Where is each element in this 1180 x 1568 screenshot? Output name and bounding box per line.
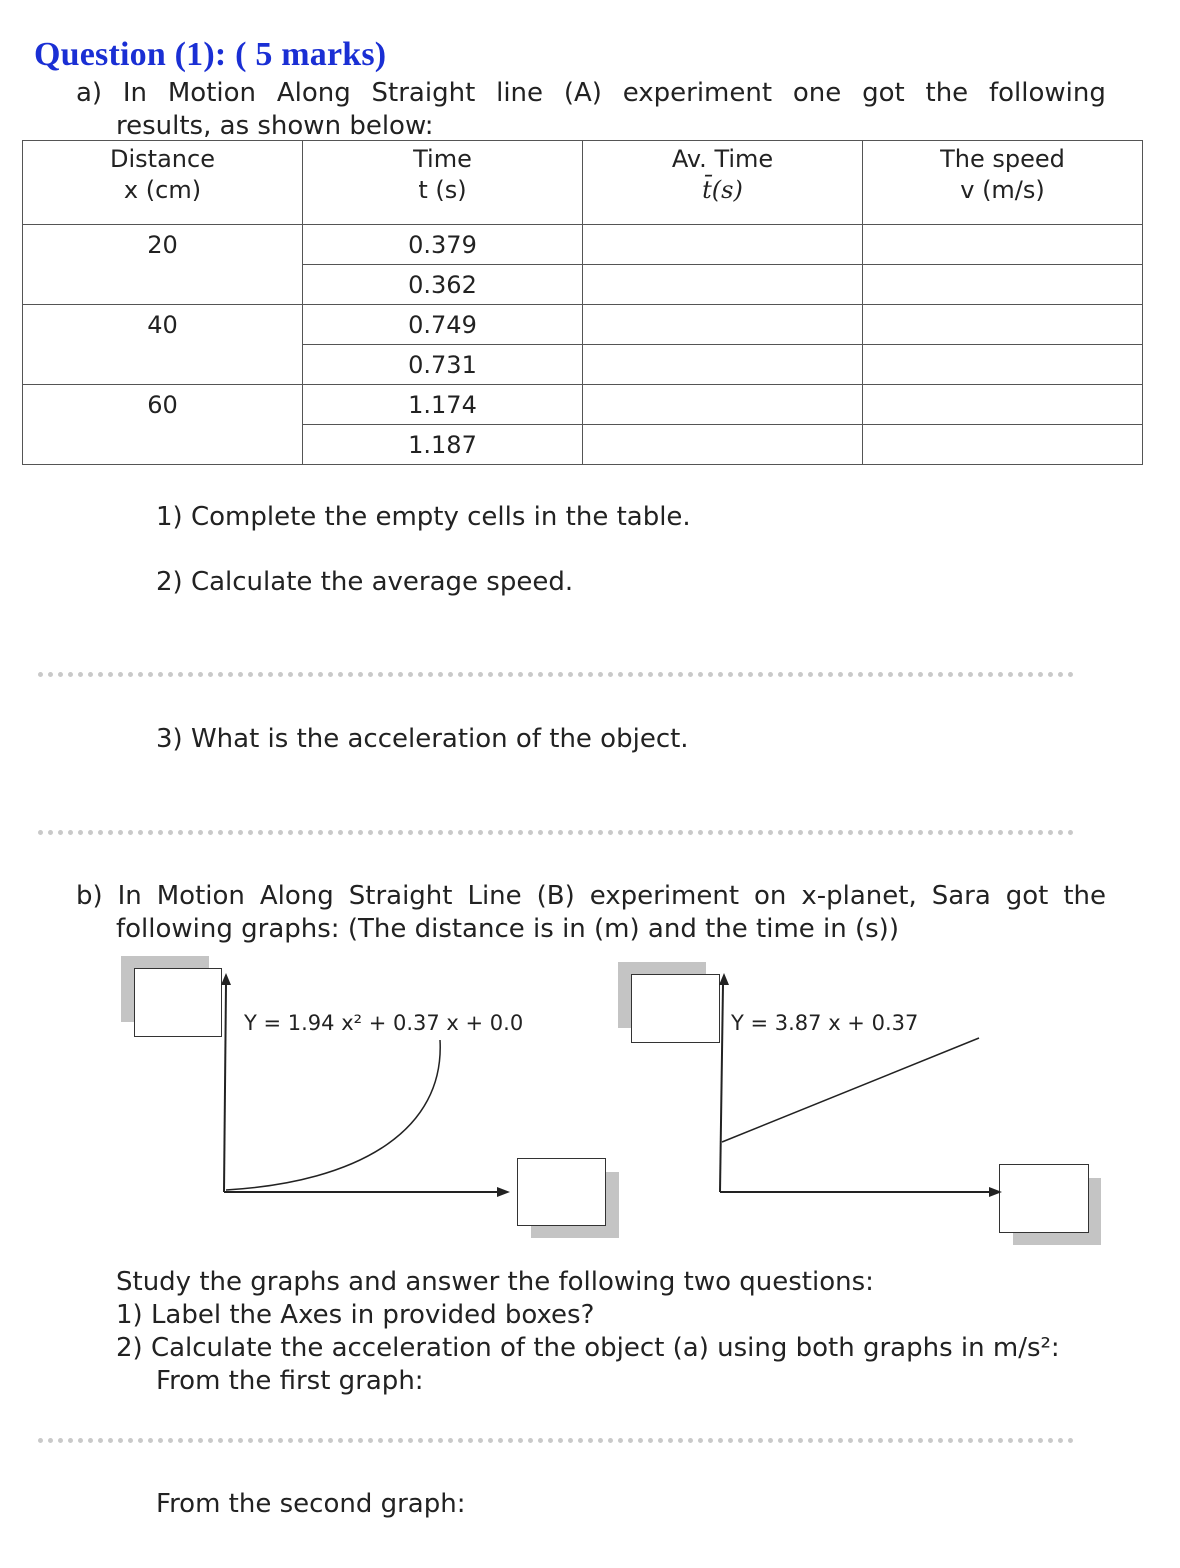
results-table (22, 140, 1143, 465)
time-cell: 0.362 (303, 265, 583, 305)
study-instruction: Study the graphs and answer the following two questions: (116, 1267, 874, 1297)
intro-word: experiment (622, 78, 773, 108)
header-av-time: Av. Time t̄(s) (583, 141, 863, 225)
header-distance: Distance x (cm) (23, 141, 303, 225)
table-row (23, 425, 1143, 465)
graph1-y-arrow-icon (221, 973, 231, 985)
intro-word: (B) (536, 881, 575, 911)
table-row (23, 385, 1143, 425)
intro-word: Line (467, 881, 522, 911)
av-time-cell[interactable] (583, 225, 863, 265)
distance-cell-empty (23, 425, 303, 465)
part-b-intro (76, 880, 1106, 946)
graph2-x-arrow-icon (989, 1187, 1002, 1197)
intro-word: In (122, 78, 148, 108)
intro-word: b) (76, 881, 103, 911)
intro-word: following (988, 78, 1106, 108)
distance-cell: 40 (23, 305, 303, 345)
intro-word: the (925, 78, 969, 108)
intro-word: one (792, 78, 842, 108)
speed-cell[interactable] (863, 425, 1143, 465)
graph1-x-arrow-icon (497, 1187, 510, 1197)
graph2-y-arrow-icon (719, 973, 729, 985)
part-a-intro-line2: results, as shown below: (116, 111, 434, 141)
from-first-graph-label: From the first graph: (156, 1366, 424, 1396)
distance-cell-empty (23, 345, 303, 385)
intro-word: Motion (156, 881, 245, 911)
table-header-row (23, 141, 1143, 225)
part-b-intro-line2: following graphs: (The distance is in (m) and the time in (s)) (116, 914, 899, 944)
graph2-x-axis-label-box[interactable] (999, 1164, 1089, 1233)
intro-word: Along (276, 78, 351, 108)
intro-word: line (496, 78, 544, 108)
graph1-curve (226, 1040, 440, 1190)
av-time-cell[interactable] (583, 305, 863, 345)
av-time-cell[interactable] (583, 425, 863, 465)
answer-dotted-line[interactable] (38, 672, 1074, 677)
table-row (23, 345, 1143, 385)
answer-dotted-line[interactable] (38, 830, 1074, 835)
intro-word: In (117, 881, 142, 911)
graph1-x-axis-label-box[interactable] (517, 1158, 606, 1226)
distance-cell: 20 (23, 225, 303, 265)
distance-cell: 60 (23, 385, 303, 425)
graph2-plot (706, 970, 1006, 1210)
intro-word: on (754, 881, 787, 911)
intro-word: got (862, 78, 905, 108)
graph1-y-axis (224, 984, 226, 1192)
table-row (23, 305, 1143, 345)
intro-word: Along (259, 881, 334, 911)
graph1-equation: Y = 1.94 x² + 0.37 x + 0.0 (244, 1011, 524, 1035)
graph2-y-axis (720, 984, 723, 1192)
graph2-equation: Y = 3.87 x + 0.37 (731, 1011, 919, 1035)
speed-cell[interactable] (863, 305, 1143, 345)
intro-word: experiment (589, 881, 740, 911)
time-cell: 0.731 (303, 345, 583, 385)
from-second-graph-label: From the second graph: (156, 1489, 466, 1519)
table-row (23, 265, 1143, 305)
question-b2: 2) Calculate the acceleration of the object (a) using both graphs in m/s²: (116, 1333, 1060, 1363)
speed-cell[interactable] (863, 225, 1143, 265)
intro-word: Straight (348, 881, 453, 911)
study-block (116, 1266, 1060, 1398)
speed-cell[interactable] (863, 265, 1143, 305)
intro-word: Straight (371, 78, 476, 108)
part-a-intro (76, 77, 1106, 143)
intro-word: the (1063, 881, 1106, 911)
question-title: Question (1): ( 5 marks) (34, 36, 387, 73)
answer-dotted-line[interactable] (38, 1438, 1074, 1443)
question-a3: 3) What is the acceleration of the object. (156, 724, 689, 754)
speed-cell[interactable] (863, 345, 1143, 385)
header-speed: The speed v (m/s) (863, 141, 1143, 225)
av-time-cell[interactable] (583, 265, 863, 305)
intro-word: a) (76, 78, 103, 108)
intro-word: got (1005, 881, 1049, 911)
av-time-cell[interactable] (583, 345, 863, 385)
intro-word: Sara (931, 881, 991, 911)
header-time: Time t (s) (303, 141, 583, 225)
table-row (23, 225, 1143, 265)
intro-word: (A) (563, 78, 602, 108)
graph1-plot (210, 970, 520, 1210)
speed-cell[interactable] (863, 385, 1143, 425)
time-cell: 0.749 (303, 305, 583, 345)
intro-word: Motion (167, 78, 257, 108)
question-b1: 1) Label the Axes in provided boxes? (116, 1300, 595, 1330)
question-a2: 2) Calculate the average speed. (156, 567, 574, 597)
distance-cell-empty (23, 265, 303, 305)
time-cell: 1.174 (303, 385, 583, 425)
time-cell: 0.379 (303, 225, 583, 265)
graph1-y-axis-label-box[interactable] (134, 968, 222, 1037)
part-b-intro-line1 (76, 880, 1106, 913)
part-a-intro-line1 (76, 77, 1106, 110)
av-time-cell[interactable] (583, 385, 863, 425)
graph2-line (722, 1038, 979, 1142)
intro-word: x-planet, (801, 881, 917, 911)
time-cell: 1.187 (303, 425, 583, 465)
question-a1: 1) Complete the empty cells in the table. (156, 502, 691, 532)
